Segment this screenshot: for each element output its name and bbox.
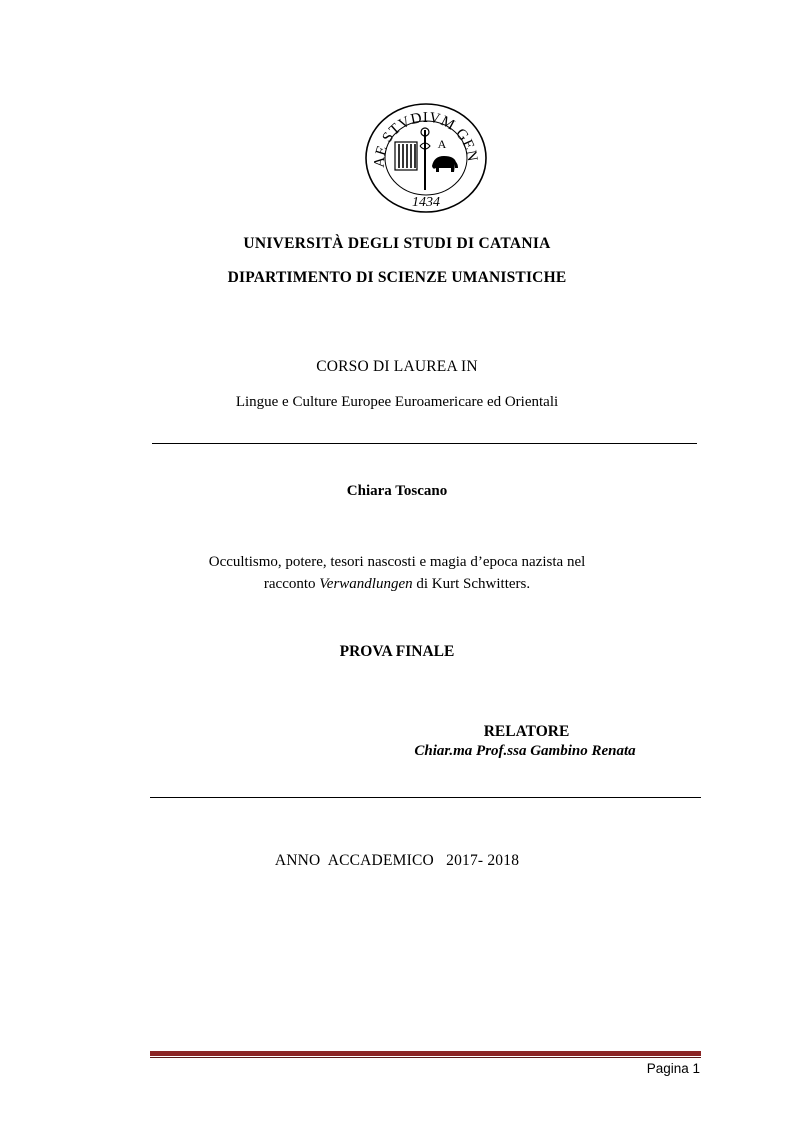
course-label: CORSO DI LAUREA IN [316,358,478,375]
seal-elephant-icon [432,156,458,172]
supervisor-name: Chiar.ma Prof.ssa Gambino Renata [414,743,636,759]
seal-letter: A [437,137,447,151]
footer-rule [150,1051,701,1056]
page-number: Pagina 1 [646,1061,700,1076]
thesis-type: PROVA FINALE [339,643,455,660]
svg-text:SICILIAE STVDIVM GENERALE [362,102,480,168]
divider-bottom [150,797,701,798]
seal-year: 1434 [412,195,440,210]
footer-rule-thin [150,1057,701,1058]
department-name: DIPARTIMENTO DI SCIENZE UMANISTICHE [227,269,567,286]
divider-top [152,443,697,444]
thesis-title-line1: Occultismo, potere, tesori nascosti e magia d’epoca nazista nel [208,554,586,570]
seal-staff-icon [420,128,430,190]
thesis-title-line2 [0,573,794,595]
thesis-title-prefix: racconto [263,576,320,592]
course-name: Lingue e Culture Europee Euroamericare ed Orientali [235,394,559,410]
university-seal [362,102,490,214]
university-seal-icon [362,102,490,214]
university-name: UNIVERSITÀ DEGLI STUDI DI CATANIA [243,235,551,252]
thesis-title-suffix: di Kurt Schwitters. [412,576,531,592]
supervisor-label: RELATORE [483,723,570,740]
academic-year: ANNO ACCADEMICO 2017- 2018 [274,852,520,869]
thesis-title-work: Verwandlungen [319,576,413,592]
author-name: Chiara Toscano [346,483,448,499]
thesis-title [0,551,794,595]
seal-motto: AE STVDIVM GEN [371,109,481,168]
seal-shield-icon [395,142,417,170]
